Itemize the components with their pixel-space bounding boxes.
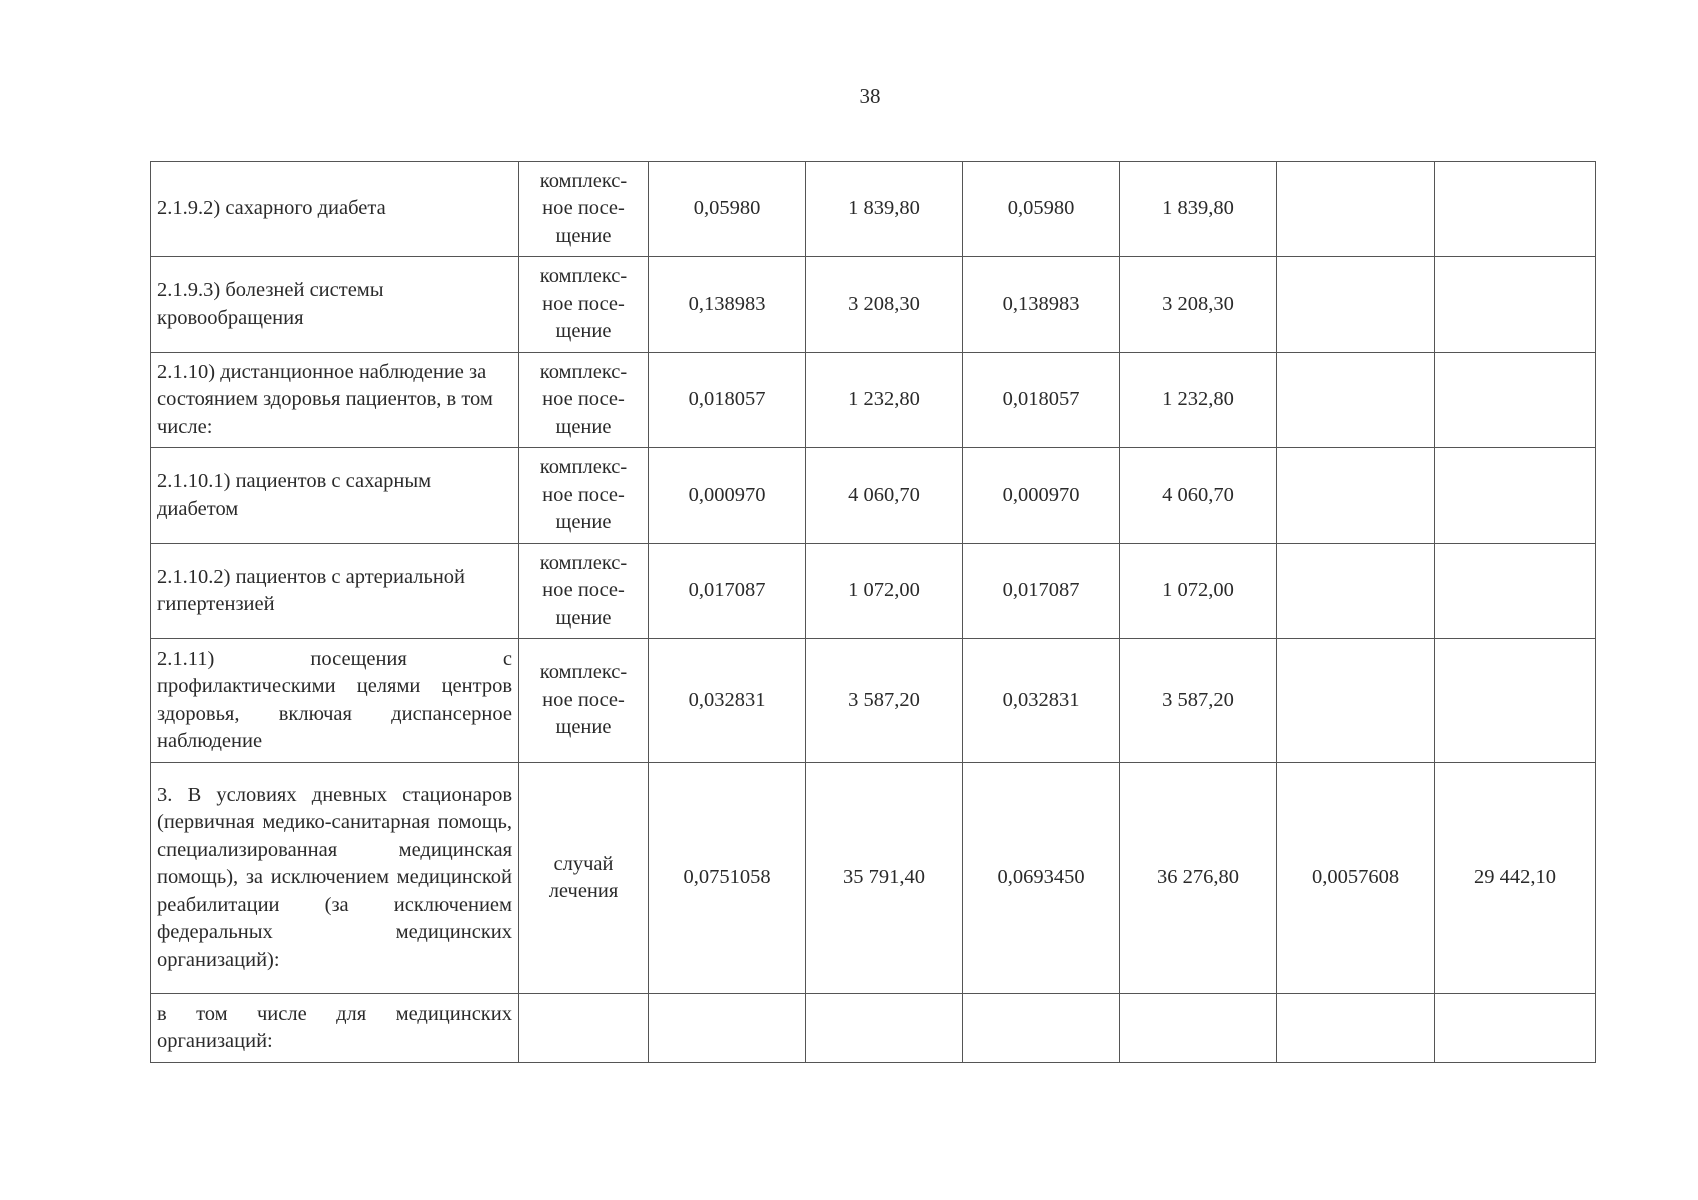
row-name: 2.1.10) дистанционное наблюдение за состоянием здоровья пациентов, в том числе: [151, 353, 519, 448]
row-value [1435, 994, 1596, 1063]
row-value: 3 208,30 [1120, 257, 1277, 353]
table-row [151, 763, 1596, 994]
row-value: 0,138983 [963, 257, 1120, 353]
row-name: 2.1.10.1) пациентов с сахарным диабетом [151, 448, 519, 544]
row-value [1120, 994, 1277, 1063]
row-unit: случай лечения [519, 763, 649, 994]
row-name: 2.1.10.2) пациентов с артериальной гипертензией [151, 544, 519, 639]
row-value [1277, 994, 1435, 1063]
row-unit: комплекс- ное посе- щение [519, 353, 649, 448]
row-unit: комплекс- ное посе- щение [519, 544, 649, 639]
row-value: 0,000970 [963, 448, 1120, 544]
row-value: 3 208,30 [806, 257, 963, 353]
row-value [1277, 448, 1435, 544]
row-value: 0,05980 [649, 162, 806, 257]
row-value: 0,018057 [963, 353, 1120, 448]
row-value: 0,05980 [963, 162, 1120, 257]
row-value [806, 994, 963, 1063]
row-value [1277, 257, 1435, 353]
row-value [1277, 353, 1435, 448]
row-value [963, 994, 1120, 1063]
table-row [151, 162, 1596, 257]
row-value: 0,032831 [649, 639, 806, 763]
row-value [1435, 448, 1596, 544]
row-value: 1 232,80 [1120, 353, 1277, 448]
row-unit: комплекс- ное посе- щение [519, 448, 649, 544]
row-unit: комплекс- ное посе- щение [519, 257, 649, 353]
row-value: 3 587,20 [1120, 639, 1277, 763]
row-value: 3 587,20 [806, 639, 963, 763]
row-name: в том числе для медицинских организаций: [151, 994, 519, 1063]
row-value: 0,018057 [649, 353, 806, 448]
row-value: 0,0057608 [1277, 763, 1435, 994]
row-unit: комплекс- ное посе- щение [519, 639, 649, 763]
row-unit [519, 994, 649, 1063]
table-row [151, 448, 1596, 544]
row-value [1435, 353, 1596, 448]
table-row [151, 257, 1596, 353]
row-value: 35 791,40 [806, 763, 963, 994]
row-value: 1 232,80 [806, 353, 963, 448]
row-value: 0,017087 [963, 544, 1120, 639]
row-value: 4 060,70 [1120, 448, 1277, 544]
row-value [1277, 544, 1435, 639]
row-value [1277, 639, 1435, 763]
table-row [151, 639, 1596, 763]
row-name: 2.1.11) посещения с профилактическими целями центров здоровья, включая диспансерное наблюдение [151, 639, 519, 763]
table-row [151, 353, 1596, 448]
page-number: 38 [859, 84, 881, 108]
row-value: 4 060,70 [806, 448, 963, 544]
row-value: 0,032831 [963, 639, 1120, 763]
row-value: 1 839,80 [806, 162, 963, 257]
row-name: 2.1.9.3) болезней системы кровообращения [151, 257, 519, 353]
row-value: 0,000970 [649, 448, 806, 544]
row-value [1435, 257, 1596, 353]
norms-table [150, 161, 1596, 1063]
row-value [1435, 544, 1596, 639]
table-row [151, 544, 1596, 639]
row-value: 0,0751058 [649, 763, 806, 994]
row-value: 0,017087 [649, 544, 806, 639]
row-name: 2.1.9.2) сахарного диабета [151, 162, 519, 257]
table-row [151, 994, 1596, 1063]
row-value: 29 442,10 [1435, 763, 1596, 994]
row-value [1435, 639, 1596, 763]
row-value [649, 994, 806, 1063]
row-unit: комплекс- ное посе- щение [519, 162, 649, 257]
row-value [1435, 162, 1596, 257]
row-name: 3. В условиях дневных стационаров (первичная медико-санитарная помощь, специализированная медицинская помощь), за исключением медицинской реабилитации (за исключением федеральных медицинских организаций): [151, 763, 519, 994]
row-value: 1 072,00 [806, 544, 963, 639]
row-value [1277, 162, 1435, 257]
row-value: 36 276,80 [1120, 763, 1277, 994]
row-value: 0,0693450 [963, 763, 1120, 994]
row-value: 1 072,00 [1120, 544, 1277, 639]
row-value: 0,138983 [649, 257, 806, 353]
row-value: 1 839,80 [1120, 162, 1277, 257]
